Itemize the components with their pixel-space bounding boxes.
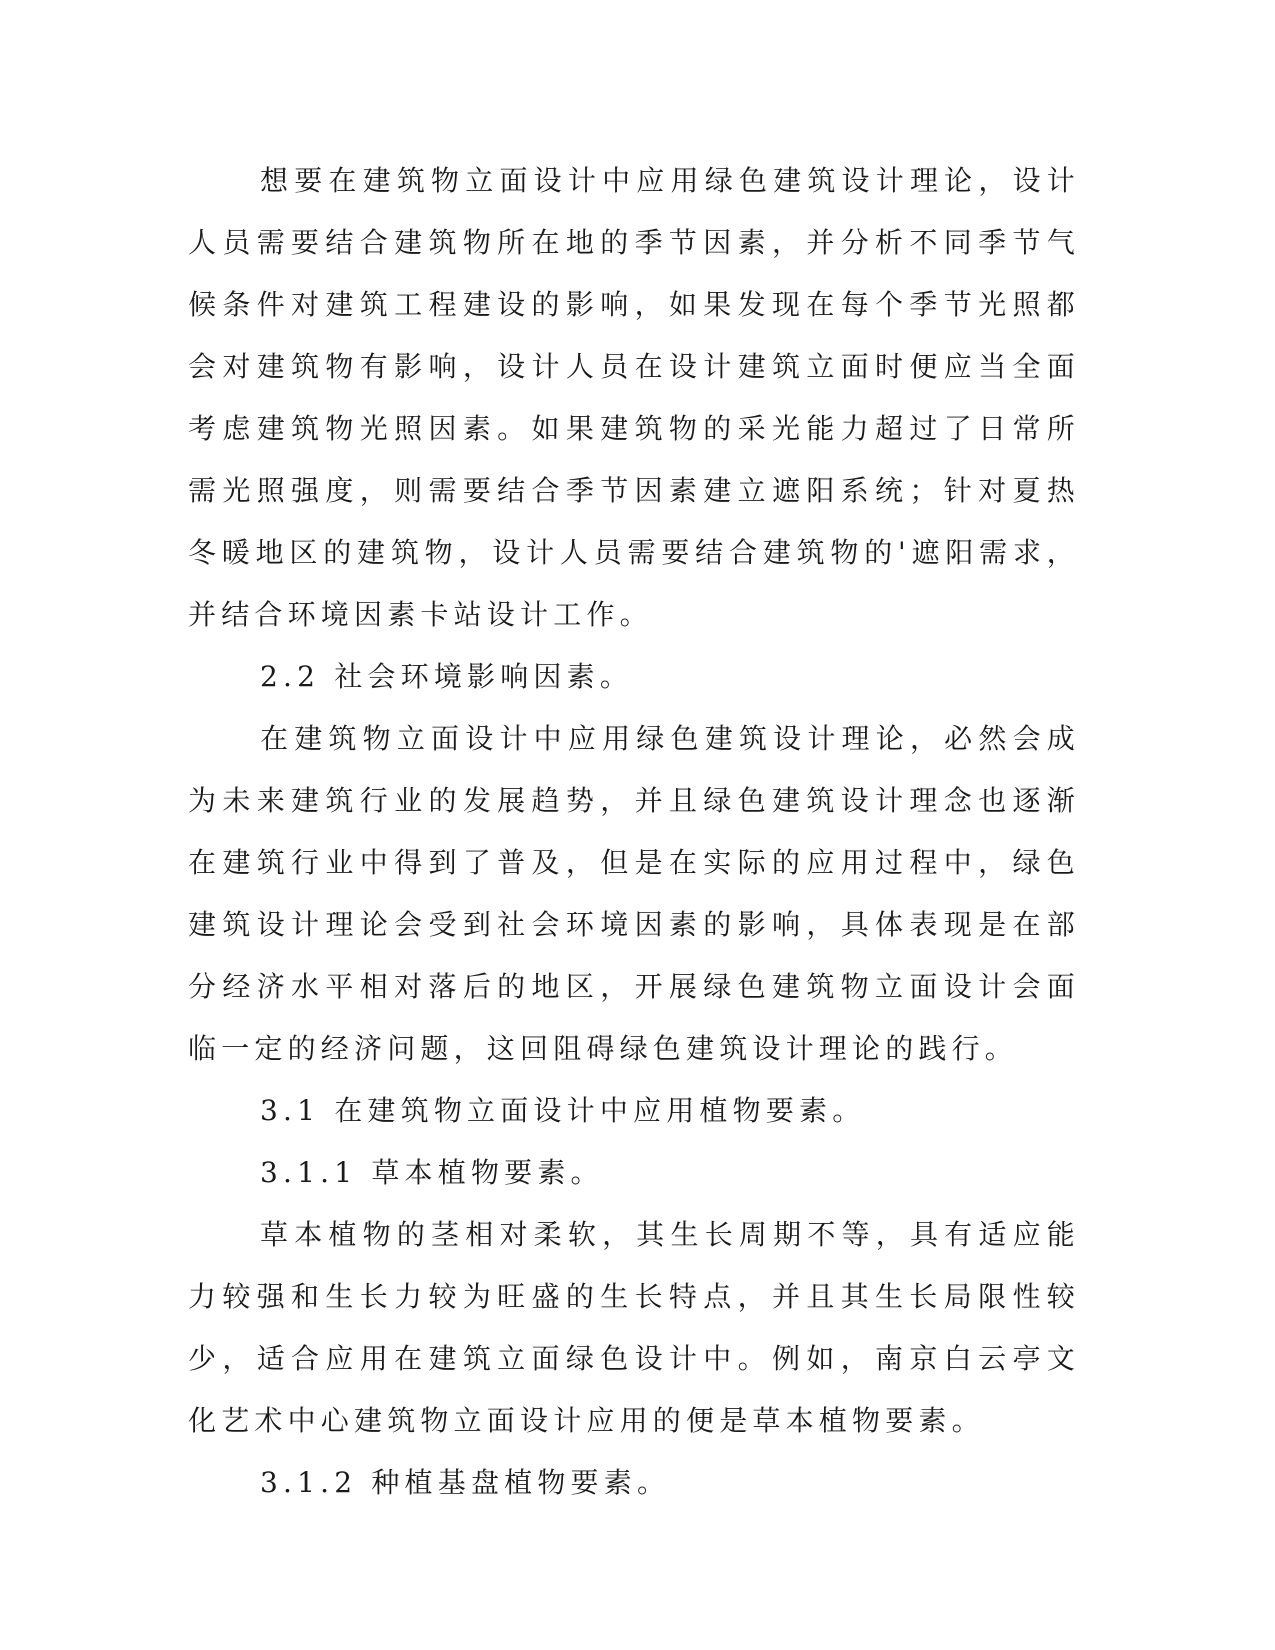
section-heading-3-1: 3.1 在建筑物立面设计中应用植物要素。	[260, 1094, 866, 1127]
document-body	[188, 150, 1080, 1514]
section-heading-3-1-1: 3.1.1 草本植物要素。	[260, 1156, 604, 1189]
paragraph-social-environment: 在建筑物立面设计中应用绿色建筑设计理论，必然会成为未来建筑行业的发展趋势，并且绿色建筑设计理念也逐渐在建筑行业中得到了普及，但是在实际的应用过程中，绿色建筑设计理论会受到社会环境因素的影响，具体表现是在部分经济水平相对落后的地区，开展绿色建筑物立面设计会面临一定的经济问题，这回阻碍绿色建筑设计理论的践行。	[188, 722, 1080, 1065]
paragraph-herbaceous-plants: 草本植物的茎相对柔软，其生长周期不等，具有适应能力较强和生长力较为旺盛的生长特点，并且其生长局限性较少，适合应用在建筑立面绿色设计中。例如，南京白云亭文化艺术中心建筑物立面设计应用的便是草本植物要素。	[188, 1218, 1080, 1437]
section-heading-3-1-2: 3.1.2 种植基盘植物要素。	[260, 1466, 671, 1499]
section-heading-2-2: 2.2 社会环境影响因素。	[260, 660, 634, 693]
paragraph-facade-lighting: 想要在建筑物立面设计中应用绿色建筑设计理论，设计人员需要结合建筑物所在地的季节因素，并分析不同季节气候条件对建筑工程建设的影响，如果发现在每个季节光照都会对建筑物有影响，设计人员在设计建筑立面时便应当全面考虑建筑物光照因素。如果建筑物的采光能力超过了日常所需光照强度，则需要结合季节因素建立遮阳系统；针对夏热冬暖地区的建筑物，设计人员需要结合建筑物的'遮阳需求，并结合环境因素卡站设计工作。	[188, 164, 1080, 631]
